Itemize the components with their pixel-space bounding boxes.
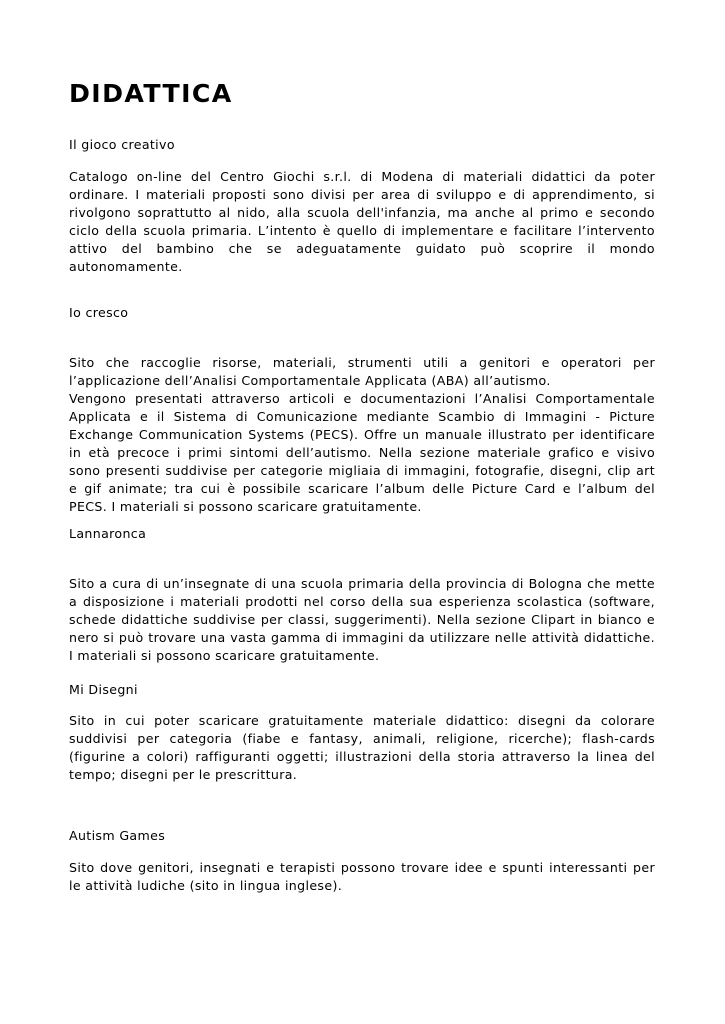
- section-paragraph: Vengono presentati attraverso articoli e documentazioni l’Analisi Comportamentale Applicata e il Sistema di Comunicazione mediante Scambio di Immagini - Picture Exchange Communication Systems (PECS). Offre un manuale illustrato per identificare in età precoce i primi sintomi dell’autismo. Nella sezione materiale grafico e visivo sono presenti suddivise per categorie migliaia di immagini, fotografie, disegni, clip art e gif animate; tra cui è possibile scaricare l’album delle Picture Card e l’album del PECS. I materiali si possono scaricare gratuitamente.: [69, 391, 655, 514]
- section-paragraph: Sito che raccoglie risorse, materiali, strumenti utili a genitori e operatori per l’applicazione dell’Analisi Comportamentale Applicata (ABA) all’autismo.: [69, 355, 655, 388]
- section-title-autism-games: Autism Games: [69, 828, 166, 843]
- section-title-mi-disegni: Mi Disegni: [69, 682, 138, 697]
- section-paragraph: Catalogo on-line del Centro Giochi s.r.l. di Modena di materiali didattici da poter ordinare. I materiali proposti sono divisi per area di sviluppo e di apprendimento, si rivolgono soprattutto al nido, alla scuola dell'infanzia, ma anche al primo e secondo ciclo della scuola primaria. L’intento è quello di implementare e facilitare l’intervento attivo del bambino che se adeguatamente guidato può scoprire il mondo autonomamente.: [69, 169, 655, 274]
- section-title-lannaronca: Lannaronca: [69, 526, 147, 541]
- section-title-io-cresco: Io cresco: [69, 305, 129, 320]
- section-paragraph: Sito dove genitori, insegnati e terapisti possono trovare idee e spunti interessanti per le attività ludiche (sito in lingua inglese).: [69, 860, 655, 893]
- section-paragraph: Sito in cui poter scaricare gratuitamente materiale didattico: disegni da colorare suddivisi per categoria (fiabe e fantasy, animali, religione, ricerche); flash-cards (figurine a colori) raffiguranti oggetti; illustrazioni della storia attraverso la linea del tempo; disegni per le prescrittura.: [69, 713, 655, 782]
- page-heading: DIDATTICA: [69, 79, 233, 108]
- section-title-il-gioco-creativo: Il gioco creativo: [69, 137, 175, 152]
- section-paragraph: Sito a cura di un’insegnate di una scuola primaria della provincia di Bologna che mette a disposizione i materiali prodotti nel corso della sua esperienza scolastica (software, schede didattiche suddivise per classi, suggerimenti). Nella sezione Clipart in bianco e nero si può trovare una vasta gamma di immagini da utilizzare nelle attività didattiche. I materiali si possono scaricare gratuitamente.: [69, 576, 655, 663]
